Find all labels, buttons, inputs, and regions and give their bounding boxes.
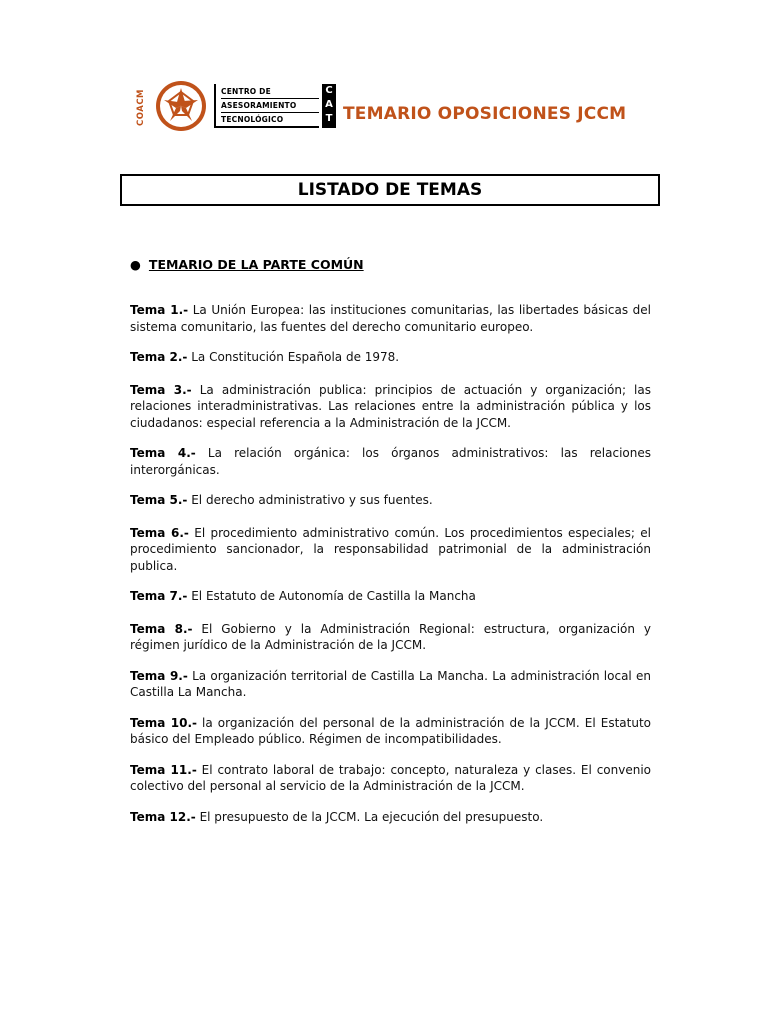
topic-label: Tema 6.- xyxy=(130,525,189,540)
cat-letter: T xyxy=(325,113,333,124)
coacm-logo-text: COACM xyxy=(136,88,146,126)
topic-text: El Gobierno y la Administración Regional: estructura, organización y régimen jurídico de la Administración de la JCCM. xyxy=(130,621,652,652)
topic-text: La organización territorial de Castilla La Mancha. La administración local en Castilla La Mancha. xyxy=(130,668,651,699)
cat-line: ASESORAMIENTO xyxy=(221,99,319,113)
topic-label: Tema 12.- xyxy=(130,809,196,824)
topic-text: La relación orgánica: los órganos administrativos: las relaciones interorgánicas. xyxy=(130,446,651,477)
topic-label: Tema 4.- xyxy=(130,446,196,460)
section-title: TEMARIO DE LA PARTE COMÚN xyxy=(148,257,364,272)
section-heading xyxy=(130,257,364,272)
cat-line: TECNOLÓGICO xyxy=(221,115,284,124)
cat-line: CENTRO DE xyxy=(221,85,319,99)
topic-item xyxy=(130,668,651,701)
topic-text: La administración publica: principios de actuación y organización; las relaciones interadministrativas. Las relaciones entre la administración pública y los ciudadanos: especial referencia a la Administración de la JCCM. xyxy=(130,382,651,430)
topic-item xyxy=(130,382,651,432)
topic-label: Tema 8.- xyxy=(130,621,193,636)
bullet-icon: ● xyxy=(130,257,141,272)
topic-text: El Estatuto de Autonomía de Castilla la Mancha xyxy=(187,589,476,603)
topic-label: Tema 3.- xyxy=(130,382,192,397)
topic-label: Tema 5.- xyxy=(130,493,188,507)
topic-item xyxy=(130,715,651,748)
coacm-logo xyxy=(136,86,150,126)
topic-item xyxy=(130,492,651,509)
topic-text: La Unión Europea: las instituciones comunitarias, las libertades básicas del sistema comunitario, las fuentes del derecho comunitario europeo. xyxy=(130,303,651,334)
list-title-box: LISTADO DE TEMAS xyxy=(120,174,660,206)
cat-logo xyxy=(214,84,339,128)
topic-label: Tema 11.- xyxy=(130,762,197,777)
topic-label: Tema 7.- xyxy=(130,589,188,603)
topic-label: Tema 10.- xyxy=(130,715,197,730)
topic-list xyxy=(130,302,651,825)
topic-text: la organización del personal de la administración de la JCCM. El Estatuto básico del Empleado público. Régimen de incompatibilidades. xyxy=(130,715,651,746)
topic-item xyxy=(130,621,651,654)
topic-label: Tema 1.- xyxy=(130,303,189,317)
topic-item xyxy=(130,349,651,366)
document-header-title: TEMARIO OPOSICIONES JCCM xyxy=(343,104,627,124)
topic-item xyxy=(130,302,651,335)
topic-label: Tema 9.- xyxy=(130,668,188,683)
coacm-emblem-icon xyxy=(155,80,207,132)
topic-text: El presupuesto de la JCCM. La ejecución del presupuesto. xyxy=(195,809,544,824)
topic-item xyxy=(130,762,651,795)
topic-text: La Constitución Española de 1978. xyxy=(187,350,400,364)
topic-text: El procedimiento administrativo común. Los procedimientos especiales; el procedimiento sancionador, la responsabilidad patrimonial de la administración publica. xyxy=(130,525,651,573)
topic-label: Tema 2.- xyxy=(130,350,188,364)
topic-item xyxy=(130,445,651,478)
topic-text: El derecho administrativo y sus fuentes. xyxy=(187,493,433,507)
cat-letter: C xyxy=(325,85,333,96)
topic-item xyxy=(130,525,651,575)
cat-letter: A xyxy=(325,99,333,110)
cat-letters-box xyxy=(322,84,336,128)
topic-text: El contrato laboral de trabajo: concepto, naturaleza y clases. El convenio colectivo del personal al servicio de la Administración de la JCCM. xyxy=(130,762,652,793)
topic-item xyxy=(130,809,651,826)
topic-item xyxy=(130,588,651,605)
cat-logo-lines xyxy=(214,84,319,128)
